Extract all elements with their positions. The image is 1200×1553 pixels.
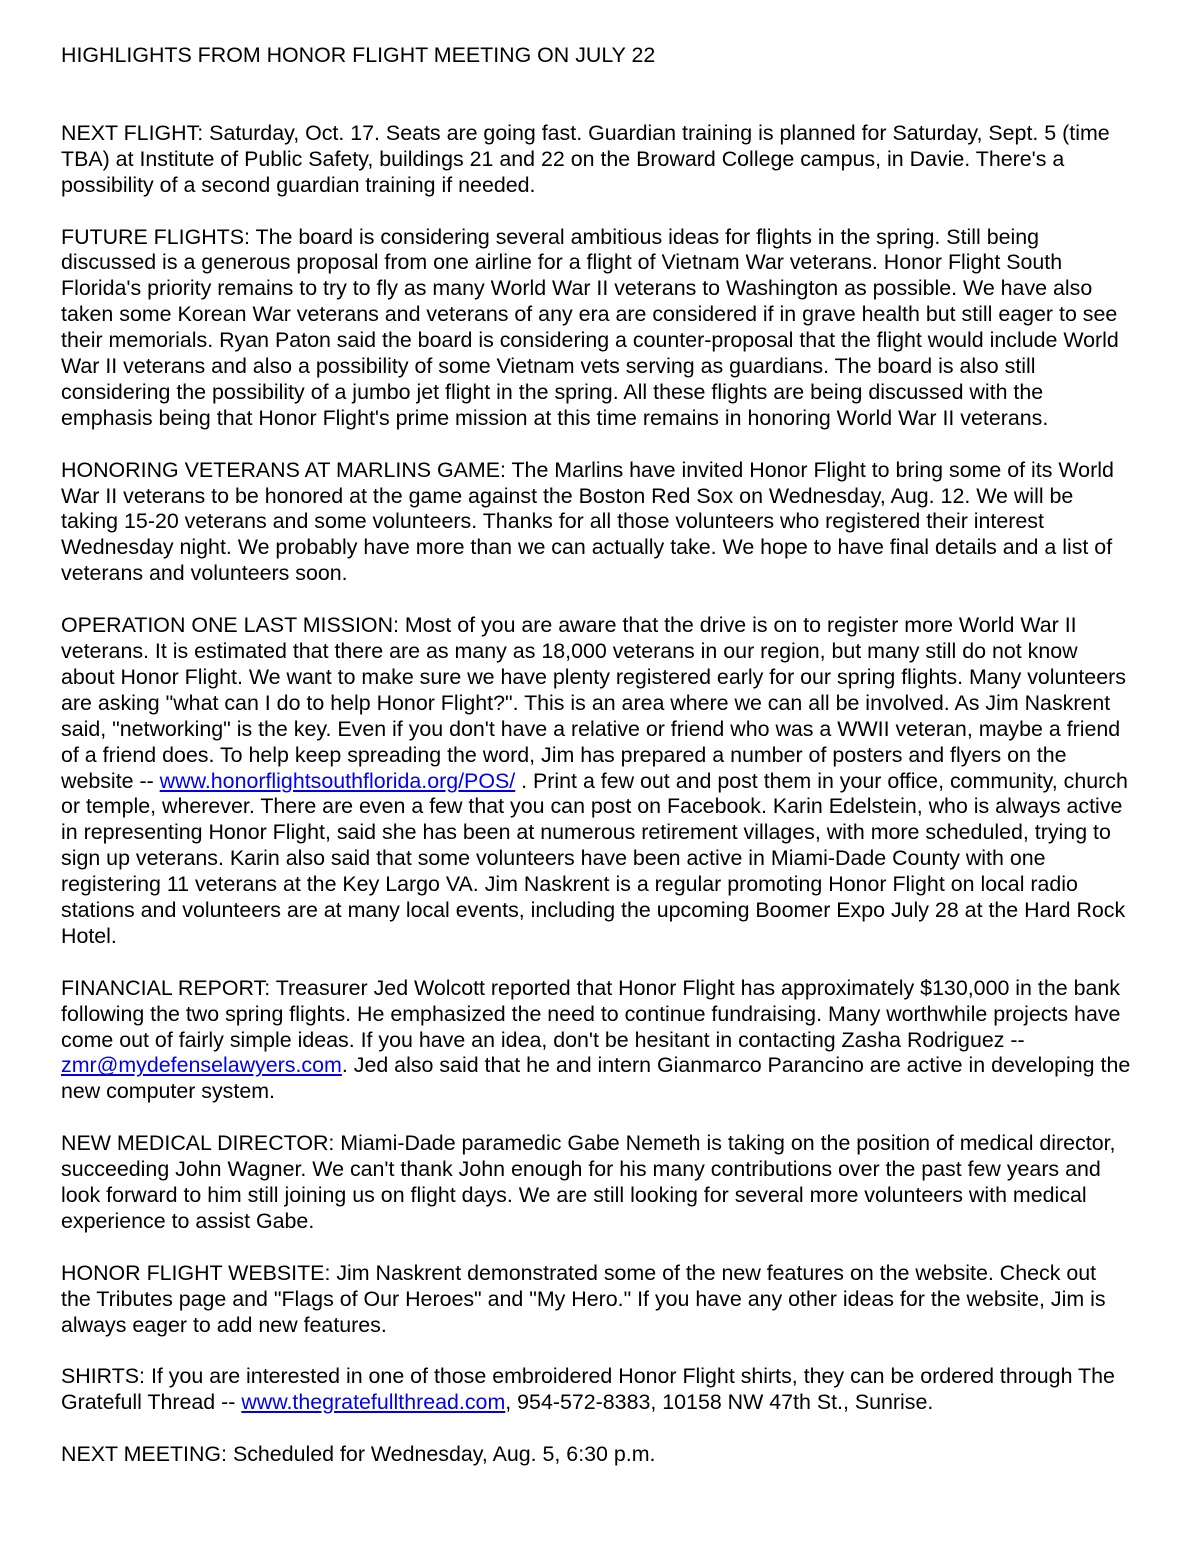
financial-text-before: FINANCIAL REPORT: Treasurer Jed Wolcott reported that Honor Flight has approximately $130,000 in the bank following the two spring flights. He emphasized the need to continue fundraising. Many worthwhile projects have come out of fairly simple ideas. If you have an idea, don't be hesitant in contacting Zasha Rodriguez -- [61,975,1121,1052]
operation-one-last-mission-paragraph [61,613,1131,950]
shirts-text-before: SHIRTS: If you are interested in one of those embroidered Honor Flight shirts, they can be ordered through The Gratefull Thread -- [61,1364,1115,1415]
next-meeting-paragraph: NEXT MEETING: Scheduled for Wednesday, Aug. 5, 6:30 p.m. [61,1442,656,1466]
posters-website-link[interactable]: www.honorflightsouthflorida.org/POS/ [159,768,516,793]
financial-text-after: . Jed also said that he and intern Gianmarco Parancino are active in developing the new computer system. [61,1053,1131,1104]
operation-text-before: OPERATION ONE LAST MISSION: Most of you are aware that the drive is on to register more World War II veterans. It is estimated that there are as many as 18,000 veterans in our region, but many still do not know about Honor Flight. We want to make sure we have plenty registered early for our spring flights. Many volunteers are asking "what can I do to help Honor Flight?". This is an area where we can all be involved. As Jim Naskrent said, "networking" is the key. Even if you don't have a relative or friend who was a WWII veteran, maybe a friend of a friend does. To help keep spreading the word, Jim has prepared a number of posters and flyers on the website -- [61,613,1126,793]
shirts-website-link[interactable]: www.thegratefullthread.com [241,1390,506,1415]
contact-email-link[interactable]: zmr@mydefenselawyers.com [61,1053,342,1078]
document-page [61,43,1131,1494]
document-title: HIGHLIGHTS FROM HONOR FLIGHT MEETING ON JULY 22 [61,43,656,67]
medical-director-paragraph: NEW MEDICAL DIRECTOR: Miami-Dade paramedic Gabe Nemeth is taking on the position of medical director, succeeding John Wagner. We can't thank John enough for his many contributions over the past few years and look forward to him still joining us on flight days. We are still looking for several more volunteers with medical experience to assist Gabe. [61,1131,1116,1233]
shirts-paragraph [61,1364,1131,1416]
website-paragraph: HONOR FLIGHT WEBSITE: Jim Naskrent demonstrated some of the new features on the website. Check out the Tributes page and "Flags of Our Heroes" and "My Hero." If you have any other ideas for the website, Jim is always eager to add new features. [61,1260,1106,1337]
financial-report-paragraph [61,976,1131,1106]
shirts-text-after: , 954-572-8383, 10158 NW 47th St., Sunrise. [505,1390,934,1415]
future-flights-paragraph: FUTURE FLIGHTS: The board is considering several ambitious ideas for flights in the spring. Still being discussed is a generous proposal from one airline for a flight of Vietnam War veterans. Honor Flight South Florida's priority remains to try to fly as many World War II veterans to Washington as possible. We have also taken some Korean War veterans and veterans of any era are considered if in grave health but still eager to see their memorials. Ryan Paton said the board is considering a counter-proposal that the flight would include World War II veterans and also a possibility of some Vietnam vets serving as guardians. The board is also still considering the possibility of a jumbo jet flight in the spring. All these flights are being discussed with the emphasis being that Honor Flight's prime mission at this time remains in honoring World War II veterans. [61,224,1119,430]
operation-text-after: . Print a few out and post them in your office, community, church or temple, wherever. There are even a few that you can post on Facebook. Karin Edelstein, who is always active in representing Honor Flight, said she has been at numerous retirement villages, with more scheduled, trying to sign up veterans. Karin also said that some volunteers have been active in Miami-Dade County with one registering 11 veterans at the Key Largo VA. Jim Naskrent is a regular promoting Honor Flight on local radio stations and volunteers are at many local events, including the upcoming Boomer Expo July 28 at the Hard Rock Hotel. [61,768,1128,948]
next-flight-paragraph: NEXT FLIGHT: Saturday, Oct. 17. Seats are going fast. Guardian training is planned for Saturday, Sept. 5 (time TBA) at Institute of Public Safety, buildings 21 and 22 on the Broward College campus, in Davie. There's a possibility of a second guardian training if needed. [61,120,1110,197]
marlins-game-paragraph: HONORING VETERANS AT MARLINS GAME: The Marlins have invited Honor Flight to bring some of its World War II veterans to be honored at the game against the Boston Red Sox on Wednesday, Aug. 12. We will be taking 15-20 veterans and some volunteers. Thanks for all those volunteers who registered their interest Wednesday night. We probably have more than we can actually take. We hope to have final details and a list of veterans and volunteers soon. [61,457,1114,586]
